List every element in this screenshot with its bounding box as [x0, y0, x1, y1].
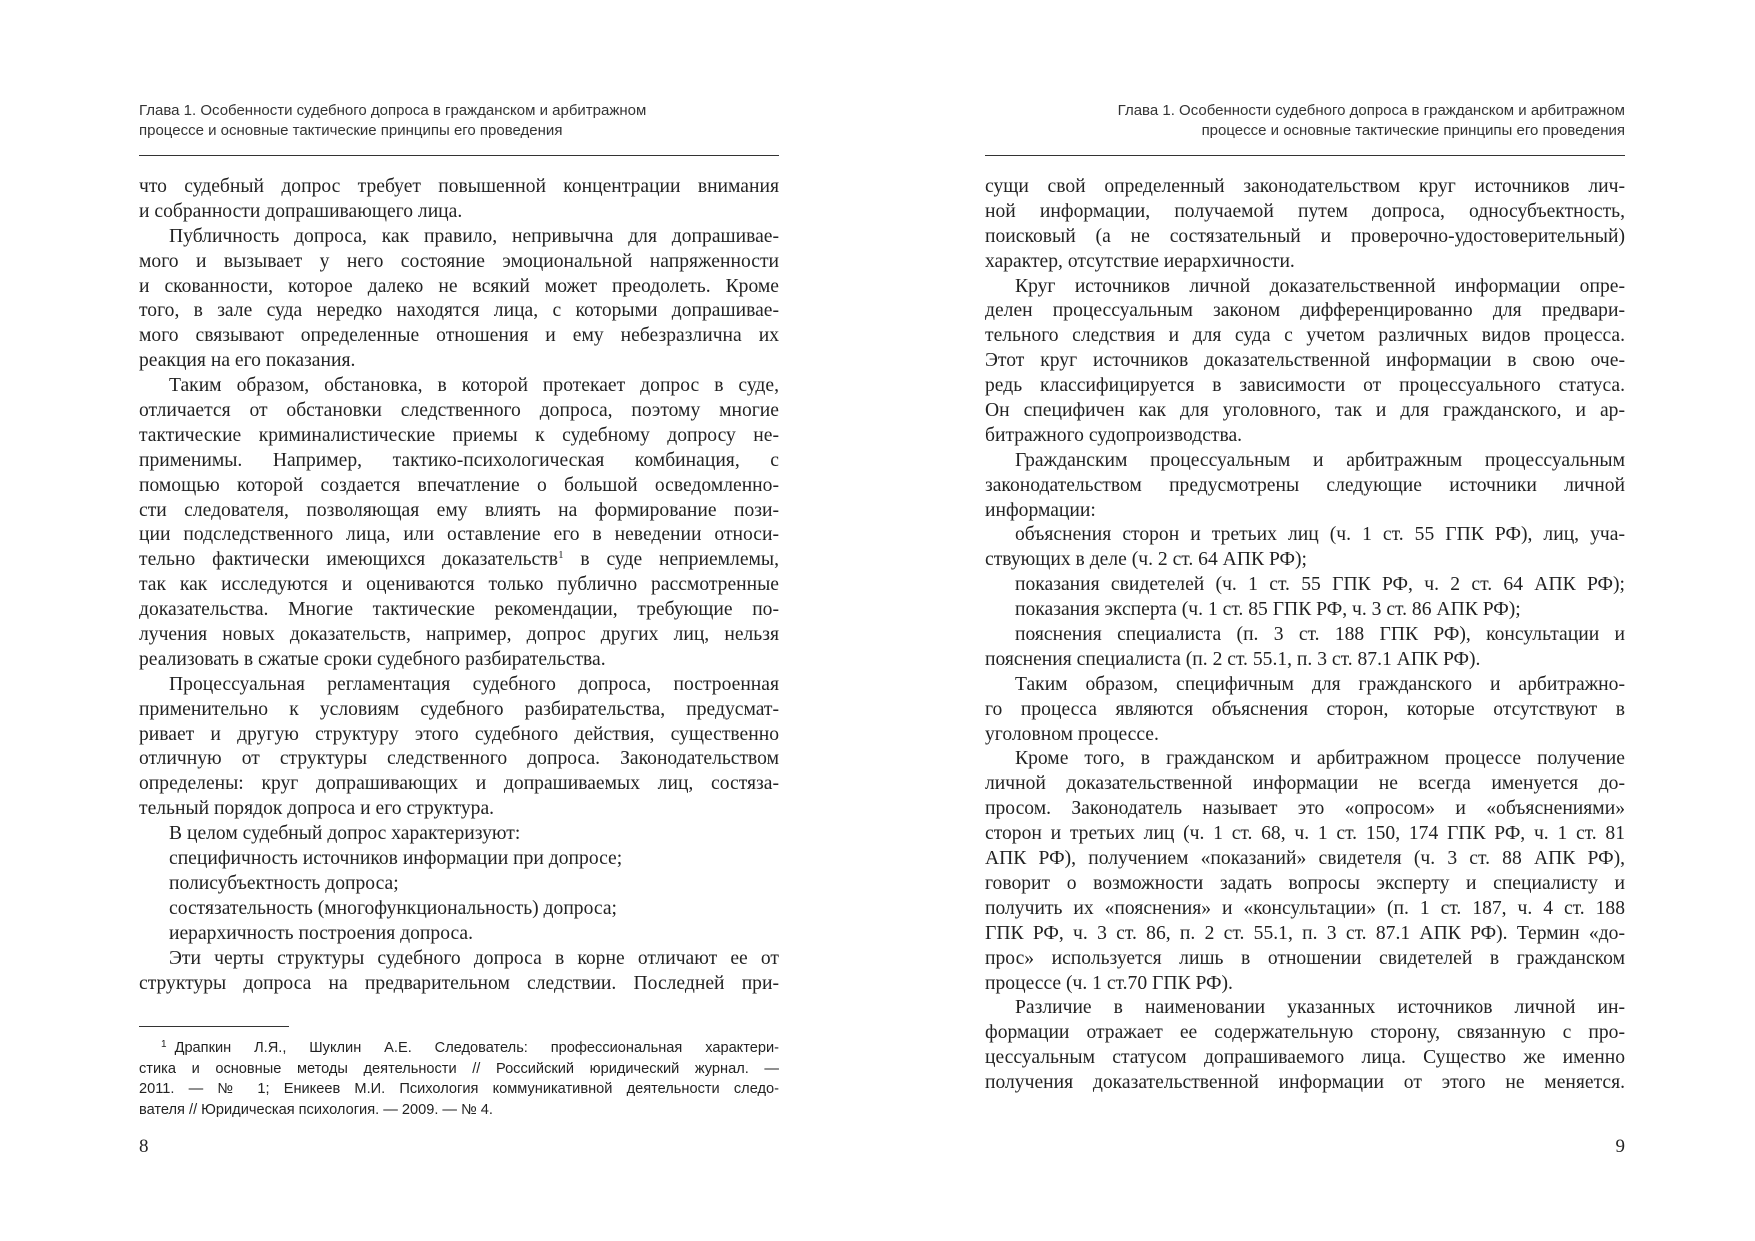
text-line: отличную от структуры следственного допроса. Законодательством: [139, 748, 779, 770]
left-page: [139, 0, 779, 1241]
text-line: реализовать в сжатые сроки судебного разбирательства.: [139, 648, 606, 670]
text-line: Он специфичен как для уголовного, так и для гражданского, и ар-: [985, 400, 1625, 422]
text-line: ГПК РФ, ч. 3 ст. 86, п. 2 ст. 55.1, п. 3 ст. 87.1 АПК РФ). Термин «до-: [985, 922, 1625, 944]
text-line: поисковый (а не состязательный и проверочно-удостоверительный): [985, 225, 1625, 247]
text-line: го процесса являются объяснения сторон, которые отсутствуют в: [985, 698, 1625, 720]
text-line: тактические криминалистические приемы к судебному допросу не-: [139, 424, 779, 446]
text-line: информации:: [985, 499, 1096, 521]
list-item: состязательность (многофункциональность) допроса;: [169, 897, 617, 919]
text-line: ной информации, получаемой путем допроса, односубъектность,: [985, 200, 1625, 222]
list-item: пояснения специалиста (п. 3 ст. 188 ГПК РФ), консультации и: [1015, 624, 1625, 646]
footnote-line: [139, 1035, 779, 1059]
text-line: мого связывают определенные отношения и ему небезразлична их: [139, 325, 779, 347]
text-line: Различие в наименовании указанных источников личной ин-: [1015, 997, 1625, 1019]
text-line: просом. Законодатель называет это «опросом» и «объяснениями»: [985, 798, 1625, 820]
text-line: отличается от обстановки следственного допроса, поэтому многие: [139, 400, 779, 422]
text-line: [139, 548, 779, 573]
text-line: получить их «пояснения» и «консультации» (п. 1 ст. 187, ч. 4 ст. 188: [985, 897, 1625, 919]
text-line: Таким образом, обстановка, в которой протекает допрос в суде,: [169, 375, 779, 397]
text-line: определены: круг допрашивающих и допрашиваемых лиц, состяза-: [139, 773, 779, 795]
text-line: получения доказательственной информации от этого не меняется.: [985, 1072, 1625, 1094]
running-header-line: Глава 1. Особенности судебного допроса в гражданском и арбитражном: [1117, 102, 1625, 119]
text-line: ствующих в деле (ч. 2 ст. 64 АПК РФ);: [985, 549, 1307, 571]
text-fragment: в суде неприемлемы,: [563, 549, 779, 571]
text-line: законодательством предусмотрены следующие источники личной: [985, 474, 1625, 496]
page-number: 8: [139, 1136, 149, 1157]
running-header-line: процессе и основные тактические принципы его проведения: [1201, 122, 1625, 139]
running-header-line: Глава 1. Особенности судебного допроса в гражданском и арбитражном: [139, 102, 647, 119]
text-line: Процессуальная регламентация судебного допроса, построенная: [169, 673, 779, 695]
footnote-text: Драпкин Л.Я., Шуклин А.Е. Следователь: профессиональная характери-: [174, 1040, 779, 1056]
text-line: говорит о возможности задать вопросы эксперту и специалисту и: [985, 872, 1625, 894]
running-header: [139, 101, 779, 141]
body-text: [985, 175, 1625, 1096]
text-line: помощью которой создается впечатление о большой осведомленно-: [139, 474, 779, 496]
text-line: характер, отсутствие иерархичности.: [985, 250, 1295, 272]
text-line: тельного следствия и для суда с учетом различных видов процесса.: [985, 325, 1625, 347]
text-line: мого и вызывает у него состояние эмоциональной напряженности: [139, 250, 779, 272]
text-line: Круг источников личной доказательственной информации опре-: [1015, 275, 1625, 297]
text-line: доказательства. Многие тактические рекомендации, требующие по-: [139, 599, 779, 621]
text-line: редь классифицируется в зависимости от процессуального статуса.: [985, 375, 1625, 397]
list-item: полисубъектность допроса;: [169, 872, 399, 894]
text-line: Гражданским процессуальным и арбитражным процессуальным: [1015, 449, 1625, 471]
list-item: объяснения сторон и третьих лиц (ч. 1 ст. 55 ГПК РФ), лиц, уча-: [1015, 524, 1625, 546]
header-rule: [139, 155, 779, 156]
text-line: цессуальным статусом допрашиваемого лица. Существо же именно: [985, 1047, 1625, 1069]
text-line: структуры допроса на предварительном следствии. Последней при-: [139, 972, 779, 994]
text-line: реакция на его показания.: [139, 350, 356, 372]
footnote-line: стика и основные методы деятельности // Российский юридический журнал. —: [139, 1060, 779, 1077]
list-item: иерархичность построения допроса.: [169, 922, 474, 944]
running-header-line: процессе и основные тактические принципы его проведения: [139, 122, 563, 139]
right-page: [985, 0, 1625, 1241]
body-text: [139, 175, 779, 996]
text-line: применимы. Например, тактико-психологическая комбинация, с: [139, 449, 779, 471]
text-line: В целом судебный допрос характеризуют:: [169, 823, 521, 845]
list-item: показания свидетелей (ч. 1 ст. 55 ГПК РФ, ч. 2 ст. 64 АПК РФ);: [1015, 574, 1625, 596]
text-line: того, в зале суда нередко находятся лица, с которыми допрашивае-: [139, 300, 779, 322]
text-line: личной доказательственной информации не всегда именуется до-: [985, 773, 1625, 795]
text-line: и скованности, которое далеко не всякий может преодолеть. Кроме: [139, 275, 779, 297]
footnote-rule: [139, 1026, 289, 1027]
text-fragment: тельно фактически имеющихся доказательств: [139, 549, 559, 571]
text-line: применительно к условиям судебного разбирательства, предусмат-: [139, 698, 779, 720]
footnote-reference: 1: [558, 549, 564, 562]
text-line: уголовном процессе.: [985, 723, 1159, 745]
text-line: ции подследственного лица, или оставление его в неведении относи-: [139, 524, 779, 546]
text-line: АПК РФ), получением «показаний» свидетеля (ч. 3 ст. 88 АПК РФ),: [985, 848, 1625, 870]
text-line: тельный порядок допроса и его структура.: [139, 798, 495, 820]
footnote: [139, 1035, 779, 1120]
text-line: что судебный допрос требует повышенной концентрации внимания: [139, 176, 779, 197]
text-line: сущи свой определенный законодательством круг источников лич-: [985, 176, 1625, 197]
page-number: 9: [1615, 1136, 1625, 1157]
text-line: лучения новых доказательств, например, допрос других лиц, нельзя: [139, 624, 779, 646]
text-line: делен процессуальным законом дифференцированно для предвари-: [985, 300, 1625, 322]
text-line: Таким образом, специфичным для гражданского и арбитражно-: [1015, 673, 1625, 695]
text-line: Этот круг источников доказательственной информации в свою оче-: [985, 350, 1625, 372]
text-line: ривает и другую структуру этого судебного действия, существенно: [139, 723, 779, 745]
text-line: формации отражает ее содержательную сторону, связанную с про-: [985, 1022, 1625, 1044]
text-line: прос» используется лишь в отношении свидетелей в гражданском: [985, 947, 1625, 969]
text-line: Публичность допроса, как правило, непривычна для допрашивае-: [169, 225, 779, 247]
footnote-line: вателя // Юридическая психология. — 2009. — № 4.: [139, 1101, 493, 1118]
text-line: так как исследуются и оцениваются только публично рассмотренные: [139, 574, 779, 596]
header-rule: [985, 155, 1625, 156]
text-line: Эти черты структуры судебного допроса в корне отличают ее от: [169, 947, 779, 969]
text-line: сторон и третьих лиц (ч. 1 ст. 68, ч. 1 ст. 150, 174 ГПК РФ, ч. 1 ст. 81: [985, 823, 1625, 845]
text-line: пояснения специалиста (п. 2 ст. 55.1, п. 3 ст. 87.1 АПК РФ).: [985, 648, 1481, 670]
running-header: [985, 101, 1625, 141]
text-line: битражного судопроизводства.: [985, 424, 1243, 446]
text-line: и собранности допрашивающего лица.: [139, 200, 463, 222]
text-line: процессе (ч. 1 ст.70 ГПК РФ).: [985, 972, 1233, 994]
text-line: сти следователя, позволяющая ему влиять на формирование пози-: [139, 499, 779, 521]
footnote-line: 2011. — № 1; Еникеев М.И. Психология коммуникативной деятельности следо-: [139, 1081, 779, 1098]
list-item: показания эксперта (ч. 1 ст. 85 ГПК РФ, ч. 3 ст. 86 АПК РФ);: [1015, 599, 1521, 621]
list-item: специфичность источников информации при допросе;: [169, 848, 623, 870]
footnote-marker: 1: [161, 1039, 167, 1050]
text-line: Кроме того, в гражданском и арбитражном процессе получение: [1015, 748, 1625, 770]
